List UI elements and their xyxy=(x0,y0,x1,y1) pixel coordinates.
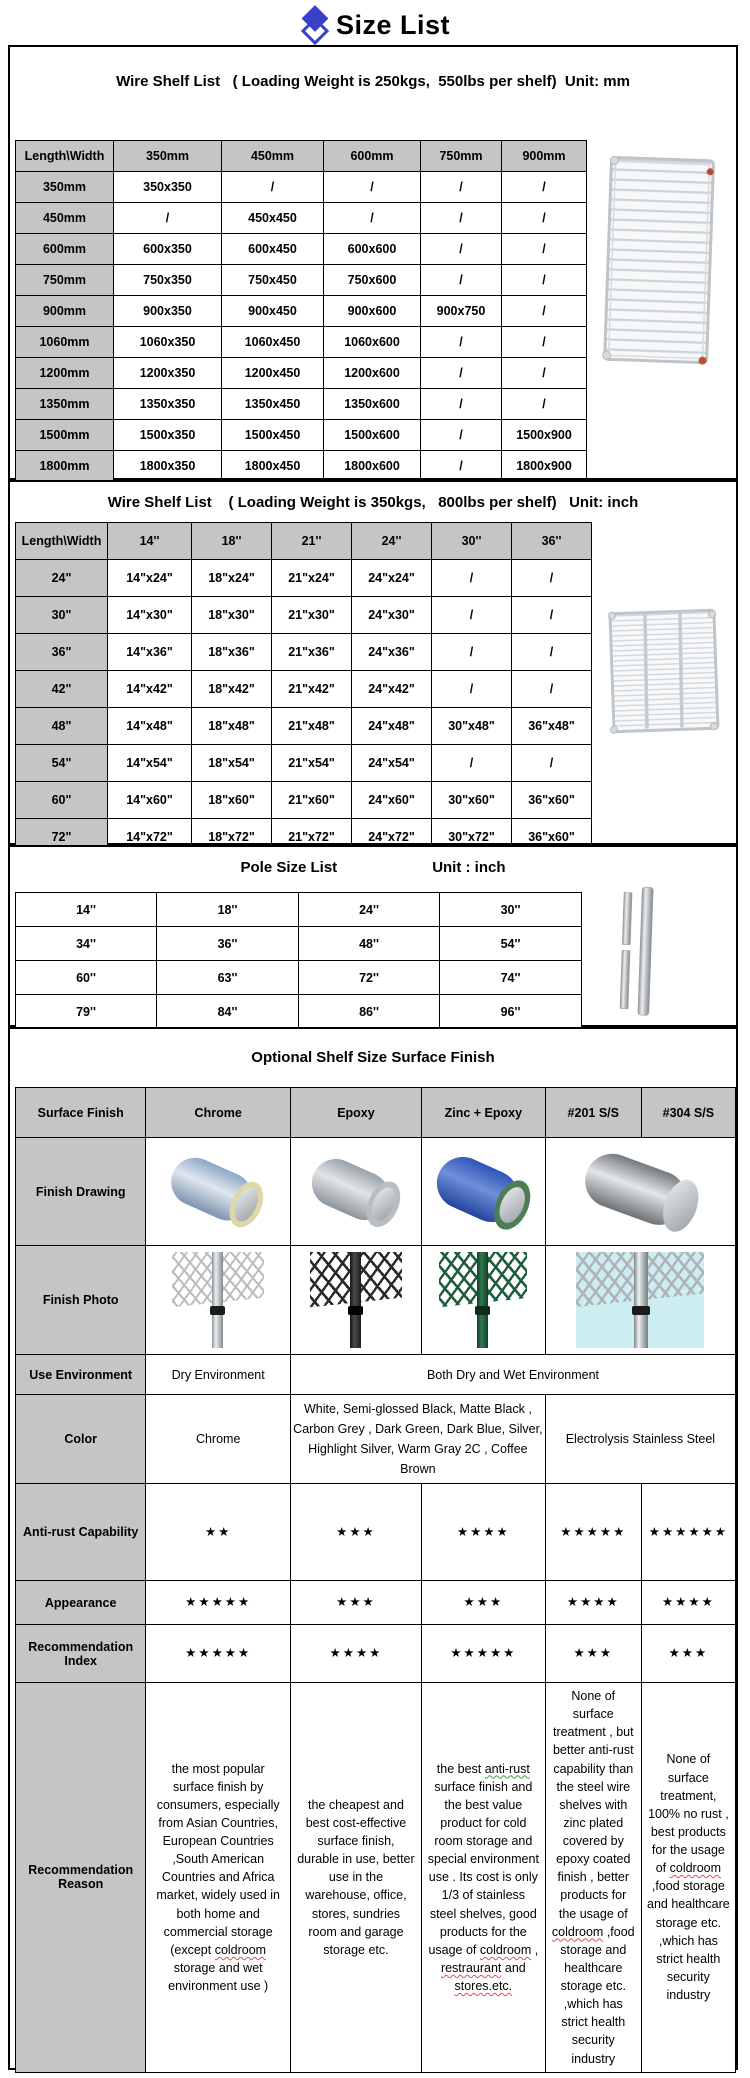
antirust-row xyxy=(16,1484,736,1581)
surface-finish-title: Optional Shelf Size Surface Finish xyxy=(251,1049,495,1066)
pole-size-cell: 18'' xyxy=(157,893,299,927)
size-cell: / xyxy=(432,634,512,671)
pole-size-unit: Unit : inch xyxy=(432,859,506,876)
finish-photo-row xyxy=(16,1246,736,1355)
size-cell: 1200x350 xyxy=(114,358,222,389)
row-label: 1060mm xyxy=(16,327,114,358)
pole-size-row xyxy=(16,995,582,1029)
size-cell: / xyxy=(502,172,587,203)
surface-finish-header-row xyxy=(16,1088,736,1138)
size-cell: 24"x36" xyxy=(352,634,432,671)
pole-size-cell: 86'' xyxy=(299,995,440,1029)
wire-shelf-mm-section xyxy=(8,45,738,480)
column-header: 450mm xyxy=(222,141,324,172)
row-label: 42" xyxy=(16,671,108,708)
surface-finish-corner-header: Surface Finish xyxy=(16,1088,146,1138)
row-label: 1350mm xyxy=(16,389,114,420)
size-cell: 1350x600 xyxy=(324,389,421,420)
size-cell: 21"x48" xyxy=(272,708,352,745)
table-row xyxy=(16,634,592,671)
row-label: 36" xyxy=(16,634,108,671)
size-cell: / xyxy=(512,597,592,634)
size-cell: / xyxy=(432,745,512,782)
pole-size-cell: 48'' xyxy=(299,927,440,961)
pole-image xyxy=(608,885,668,1020)
size-cell: / xyxy=(421,389,502,420)
pole-size-cell: 72'' xyxy=(299,961,440,995)
finish-drawing-zinc-epoxy xyxy=(421,1138,545,1246)
color-label: Color xyxy=(16,1395,146,1484)
size-cell: 600x450 xyxy=(222,234,324,265)
page-title xyxy=(0,4,750,46)
reason-epoxy: the cheapest and best cost-effective surface finish, durable in use, better use in the warehouse, office, stores, sundries room and garage storage etc. xyxy=(290,1683,421,2073)
column-header: 21'' xyxy=(272,523,352,560)
column-header: 600mm xyxy=(324,141,421,172)
pole-size-section xyxy=(8,845,738,1027)
antirust-stars-chrome: ★★ xyxy=(146,1484,291,1581)
size-cell: 900x450 xyxy=(222,296,324,327)
size-cell: / xyxy=(502,234,587,265)
size-cell: 36"x60" xyxy=(512,782,592,819)
row-label: 24" xyxy=(16,560,108,597)
pole-size-table xyxy=(15,892,582,1029)
reason-304ss: None of surface treatment, 100% no rust , best products for the usage of coldroom ,food storage and healthcare storage etc. ,which has strict health security industry xyxy=(641,1683,735,2073)
appearance-stars-epoxy: ★★★ xyxy=(290,1581,421,1625)
use-environment-others: Both Dry and Wet Environment xyxy=(290,1355,735,1395)
table-row xyxy=(16,708,592,745)
size-cell: / xyxy=(502,203,587,234)
size-cell: 1500x600 xyxy=(324,420,421,451)
antirust-label: Anti-rust Capability xyxy=(16,1484,146,1581)
size-cell: 450x450 xyxy=(222,203,324,234)
table-row xyxy=(16,420,587,451)
recindex-stars-201ss: ★★★ xyxy=(545,1625,641,1683)
size-cell: 350x350 xyxy=(114,172,222,203)
size-cell: 1060x600 xyxy=(324,327,421,358)
row-label: 72" xyxy=(16,819,108,856)
row-label: 750mm xyxy=(16,265,114,296)
pole-size-cell: 34'' xyxy=(16,927,157,961)
size-cell: 18"x42" xyxy=(192,671,272,708)
pole-size-cell: 96'' xyxy=(440,995,582,1029)
pole-size-cell: 30'' xyxy=(440,893,582,927)
surface-finish-section xyxy=(8,1027,738,2070)
appearance-label: Appearance xyxy=(16,1581,146,1625)
size-cell: 24"x24" xyxy=(352,560,432,597)
wire-shelf-mm-title: Wire Shelf List ( Loading Weight is 250kgs, 550lbs per shelf) Unit: mm xyxy=(116,73,630,90)
color-epoxy-zinc: White, Semi-glossed Black, Matte Black , Carbon Grey , Dark Green, Dark Blue, Silver, Highlight Silver, Warm Gray 2C , Coffee Brown xyxy=(290,1395,545,1484)
finish-drawing-chrome xyxy=(146,1138,291,1246)
size-cell: / xyxy=(512,634,592,671)
size-cell: / xyxy=(502,327,587,358)
row-label: 1200mm xyxy=(16,358,114,389)
size-cell: 21"x36" xyxy=(272,634,352,671)
pole-size-cell: 54'' xyxy=(440,927,582,961)
size-cell: / xyxy=(432,671,512,708)
pole-size-cell: 60'' xyxy=(16,961,157,995)
antirust-stars-304ss: ★★★★★★ xyxy=(641,1484,735,1581)
appearance-row xyxy=(16,1581,736,1625)
pole-size-cell: 74'' xyxy=(440,961,582,995)
size-cell: / xyxy=(324,172,421,203)
size-cell: 14"x60" xyxy=(108,782,192,819)
size-cell: / xyxy=(502,265,587,296)
size-cell: / xyxy=(421,265,502,296)
size-cell: 21"x54" xyxy=(272,745,352,782)
size-cell: 36"x60" xyxy=(512,819,592,856)
appearance-stars-zinc-epoxy: ★★★ xyxy=(421,1581,545,1625)
recommendation-index-row xyxy=(16,1625,736,1683)
table-row xyxy=(16,296,587,327)
pole-size-cell: 63'' xyxy=(157,961,299,995)
col-header-201ss: #201 S/S xyxy=(545,1088,641,1138)
recommendation-index-label: Recommendation Index xyxy=(16,1625,146,1683)
size-cell: 21"x60" xyxy=(272,782,352,819)
pole-size-row xyxy=(16,893,582,927)
size-cell: 1500x900 xyxy=(502,420,587,451)
size-cell: 18"x36" xyxy=(192,634,272,671)
color-row xyxy=(16,1395,736,1484)
finish-photo-epoxy xyxy=(290,1246,421,1355)
appearance-stars-chrome: ★★★★★ xyxy=(146,1581,291,1625)
size-cell: 1800x600 xyxy=(324,451,421,482)
reason-201ss: None of surface treatment , but better anti-rust capability than the steel wire shelves with zinc plated covered by epoxy coated finish , better products for the usage of coldroom ,food storage and healthcare storage etc. ,which has strict health security industry xyxy=(545,1683,641,2073)
table-row xyxy=(16,560,592,597)
table-row xyxy=(16,265,587,296)
size-cell: 24"x54" xyxy=(352,745,432,782)
size-cell: / xyxy=(421,172,502,203)
size-cell: 1500x350 xyxy=(114,420,222,451)
size-cell: 18"x72" xyxy=(192,819,272,856)
size-cell: 24"x30" xyxy=(352,597,432,634)
row-label: 48" xyxy=(16,708,108,745)
table-row xyxy=(16,451,587,482)
column-header: 350mm xyxy=(114,141,222,172)
size-cell: 1060x350 xyxy=(114,327,222,358)
size-cell: 1800x350 xyxy=(114,451,222,482)
recindex-stars-chrome: ★★★★★ xyxy=(146,1625,291,1683)
color-stainless: Electrolysis Stainless Steel xyxy=(545,1395,735,1484)
appearance-stars-201ss: ★★★★ xyxy=(545,1581,641,1625)
antirust-stars-epoxy: ★★★ xyxy=(290,1484,421,1581)
size-cell: 18"x30" xyxy=(192,597,272,634)
column-header: 14'' xyxy=(108,523,192,560)
wire-shelf-inch-table xyxy=(15,522,592,856)
size-cell: 24"x48" xyxy=(352,708,432,745)
size-cell: 21"x24" xyxy=(272,560,352,597)
column-header: 24'' xyxy=(352,523,432,560)
wire-shelf-panel-image-inch xyxy=(598,602,728,742)
size-cell: 750x600 xyxy=(324,265,421,296)
size-cell: 30"x48" xyxy=(432,708,512,745)
pole-size-cell: 14'' xyxy=(16,893,157,927)
size-cell: / xyxy=(502,358,587,389)
table-row xyxy=(16,358,587,389)
table-row xyxy=(16,203,587,234)
recindex-stars-zinc-epoxy: ★★★★★ xyxy=(421,1625,545,1683)
pole-size-table-body xyxy=(16,893,582,1029)
wire-shelf-mm-table xyxy=(15,140,587,482)
size-cell: 1350x350 xyxy=(114,389,222,420)
col-header-zinc-epoxy: Zinc + Epoxy xyxy=(421,1088,545,1138)
finish-photo-zinc-epoxy xyxy=(421,1246,545,1355)
size-cell: 900x600 xyxy=(324,296,421,327)
size-cell: 900x350 xyxy=(114,296,222,327)
finish-drawing-stainless xyxy=(545,1138,735,1246)
table-row xyxy=(16,745,592,782)
column-header: 30'' xyxy=(432,523,512,560)
finish-drawing-epoxy xyxy=(290,1138,421,1246)
table-row xyxy=(16,327,587,358)
pole-size-row xyxy=(16,927,582,961)
recindex-stars-epoxy: ★★★★ xyxy=(290,1625,421,1683)
row-label: 1800mm xyxy=(16,451,114,482)
size-cell: / xyxy=(432,597,512,634)
recommendation-reason-label: Recommendation Reason xyxy=(16,1683,146,2073)
size-cell: 18"x24" xyxy=(192,560,272,597)
reason-zinc-epoxy: the best anti-rust surface finish and the best value product for cold room storage and special environment use . Its cost is only 1/3 of stainless steel shelves, good products for the usage of coldroom , restraurant and stores.etc. xyxy=(421,1683,545,2073)
size-cell: / xyxy=(502,296,587,327)
finish-drawing-label: Finish Drawing xyxy=(16,1138,146,1246)
size-cell: 14"x48" xyxy=(108,708,192,745)
row-label: 60" xyxy=(16,782,108,819)
size-cell: 24"x72" xyxy=(352,819,432,856)
wire-shelf-inch-table-body xyxy=(16,560,592,856)
column-header: 750mm xyxy=(421,141,502,172)
table-header-row xyxy=(16,141,587,172)
finish-photo-label: Finish Photo xyxy=(16,1246,146,1355)
column-header: Length\Width xyxy=(16,523,108,560)
size-cell: 14"x30" xyxy=(108,597,192,634)
size-cell: 36"x48" xyxy=(512,708,592,745)
surface-finish-table xyxy=(15,1087,736,2073)
wire-shelf-inch-table-head xyxy=(16,523,592,560)
size-cell: 750x450 xyxy=(222,265,324,296)
size-cell: 900x750 xyxy=(421,296,502,327)
row-label: 54" xyxy=(16,745,108,782)
size-cell: 1060x450 xyxy=(222,327,324,358)
size-cell: 21"x30" xyxy=(272,597,352,634)
color-chrome: Chrome xyxy=(146,1395,291,1484)
blue-double-diamond-icon xyxy=(300,6,330,44)
size-cell: / xyxy=(421,203,502,234)
size-cell: 18"x60" xyxy=(192,782,272,819)
size-cell: 14"x24" xyxy=(108,560,192,597)
table-row xyxy=(16,597,592,634)
column-header: 900mm xyxy=(502,141,587,172)
size-cell: / xyxy=(421,358,502,389)
row-label: 30" xyxy=(16,597,108,634)
finish-drawing-row xyxy=(16,1138,736,1246)
size-cell: / xyxy=(421,327,502,358)
size-cell: / xyxy=(512,745,592,782)
pole-size-cell: 36'' xyxy=(157,927,299,961)
size-cell: / xyxy=(502,389,587,420)
row-label: 1500mm xyxy=(16,420,114,451)
size-cell: 1500x450 xyxy=(222,420,324,451)
size-cell: 24"x42" xyxy=(352,671,432,708)
column-header: 18'' xyxy=(192,523,272,560)
size-cell: 1350x450 xyxy=(222,389,324,420)
col-header-epoxy: Epoxy xyxy=(290,1088,421,1138)
col-header-chrome: Chrome xyxy=(146,1088,291,1138)
size-cell: / xyxy=(114,203,222,234)
size-cell: 600x350 xyxy=(114,234,222,265)
wire-shelf-inch-title: Wire Shelf List ( Loading Weight is 350kgs, 800lbs per shelf) Unit: inch xyxy=(107,494,639,511)
size-cell: 14"x42" xyxy=(108,671,192,708)
column-header: 36'' xyxy=(512,523,592,560)
table-row xyxy=(16,671,592,708)
finish-photo-chrome xyxy=(146,1246,291,1355)
size-cell: 1200x450 xyxy=(222,358,324,389)
size-cell: 1200x600 xyxy=(324,358,421,389)
row-label: 350mm xyxy=(16,172,114,203)
size-cell: 24"x60" xyxy=(352,782,432,819)
size-cell: / xyxy=(421,234,502,265)
reason-chrome: the most popular surface finish by consumers, especially from Asian Countries, European Countries ,South American Countries and Africa market, widely used in both home and commercial storage (except coldroom storage and wet environment use ) xyxy=(146,1683,291,2073)
size-cell: 18"x54" xyxy=(192,745,272,782)
size-cell: 30"x60" xyxy=(432,782,512,819)
antirust-stars-zinc-epoxy: ★★★★ xyxy=(421,1484,545,1581)
finish-photo-stainless xyxy=(545,1246,735,1355)
table-row xyxy=(16,172,587,203)
use-environment-label: Use Environment xyxy=(16,1355,146,1395)
size-cell: / xyxy=(512,560,592,597)
size-cell: 600x600 xyxy=(324,234,421,265)
row-label: 900mm xyxy=(16,296,114,327)
size-cell: 21"x72" xyxy=(272,819,352,856)
size-cell: / xyxy=(421,451,502,482)
recommendation-reason-row xyxy=(16,1683,736,2073)
row-label: 600mm xyxy=(16,234,114,265)
antirust-stars-201ss: ★★★★★ xyxy=(545,1484,641,1581)
table-row xyxy=(16,234,587,265)
size-cell: / xyxy=(324,203,421,234)
size-cell: / xyxy=(512,671,592,708)
wire-shelf-panel-image-mm xyxy=(588,147,728,377)
row-label: 450mm xyxy=(16,203,114,234)
table-header-row xyxy=(16,523,592,560)
size-cell: 750x350 xyxy=(114,265,222,296)
pole-size-row xyxy=(16,961,582,995)
size-cell: 14"x54" xyxy=(108,745,192,782)
wire-shelf-inch-section xyxy=(8,480,738,845)
size-cell: / xyxy=(421,420,502,451)
table-row xyxy=(16,389,587,420)
size-cell: 14"x72" xyxy=(108,819,192,856)
use-environment-chrome: Dry Environment xyxy=(146,1355,291,1395)
pole-size-cell: 84'' xyxy=(157,995,299,1029)
page-title-text: Size List xyxy=(335,9,451,40)
pole-size-title-row xyxy=(10,859,736,876)
appearance-stars-304ss: ★★★★ xyxy=(641,1581,735,1625)
size-cell: 14"x36" xyxy=(108,634,192,671)
size-cell: 1800x900 xyxy=(502,451,587,482)
wire-shelf-mm-table-head xyxy=(16,141,587,172)
table-row xyxy=(16,782,592,819)
pole-size-cell: 79'' xyxy=(16,995,157,1029)
size-cell: / xyxy=(222,172,324,203)
size-cell: 21"x42" xyxy=(272,671,352,708)
size-cell: 30"x72" xyxy=(432,819,512,856)
size-cell: / xyxy=(432,560,512,597)
col-header-304ss: #304 S/S xyxy=(641,1088,735,1138)
size-cell: 1800x450 xyxy=(222,451,324,482)
pole-size-title: Pole Size List xyxy=(240,859,338,876)
wire-shelf-mm-table-body xyxy=(16,172,587,482)
use-environment-row xyxy=(16,1355,736,1395)
size-cell: 18"x48" xyxy=(192,708,272,745)
column-header: Length\Width xyxy=(16,141,114,172)
pole-size-cell: 24'' xyxy=(299,893,440,927)
recindex-stars-304ss: ★★★ xyxy=(641,1625,735,1683)
